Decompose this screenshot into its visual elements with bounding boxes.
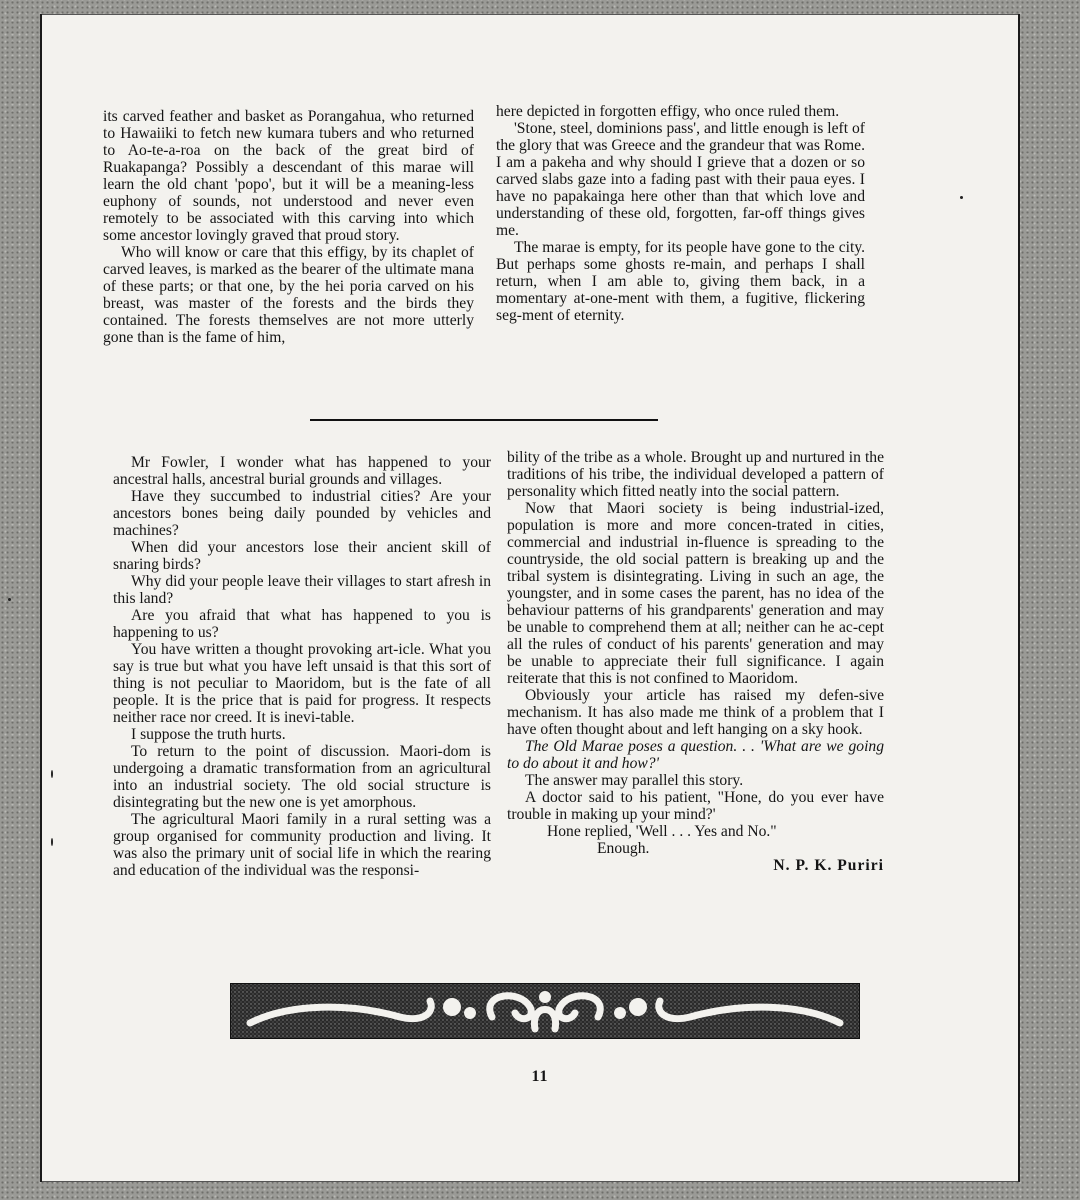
kowhaiwhai-ornament-image	[230, 983, 860, 1039]
page-right-edge	[1018, 14, 1020, 1182]
article-column-1	[103, 108, 474, 346]
page-number: 11	[531, 1068, 549, 1085]
letter-paragraph: Now that Maori society is being industrial-ized, population is more and more concen-trated in cities, commercial and industrial in-fluence is spreading to the countryside, the old social pattern is breaking up and the tribal system is disintegrating. Living in such an age, the youngster, and in some cases the parent, has no idea of the behaviour patterns of his grandparents' generation and may be unable to comprehend them at all; neither can he ac-cept all the rules of conduct of his parents' generation and may be unable to appreciate their full significance. I again reiterate that this is not confined to Maoridom.	[507, 500, 884, 687]
article-paragraph: its carved feather and basket as Porangahua, who returned to Hawaiiki to fetch new kumara tubers and who returned to Ao-te-a-roa on the back of the great bird of Ruakapanga? Possibly a descendant of this marae will learn the old chant 'popo', but it will be a meaning-less euphony of sounds, not understood and never even remotely to be associated with this carving into which some ancestor lovingly graved that proud story.	[103, 108, 474, 244]
section-divider-rule	[310, 419, 658, 421]
letter-column-1	[113, 454, 491, 879]
article-paragraph: 'Stone, steel, dominions pass', and little enough is left of the glory that was Greece and the grandeur that was Rome. I am a pakeha and why should I grieve that a dozen or so carved slabs gaze into a fading past with their paua eyes. I have no papakainga here other than that which love and understanding of these old, forgotten, far-off things gives me.	[496, 120, 865, 239]
letter-paragraph: I suppose the truth hurts.	[131, 726, 286, 743]
letter-paragraph: bility of the tribe as a whole. Brought up and nurtured in the traditions of his tribe, the individual developed a pattern of personality which fitted neatly into the social pattern.	[507, 449, 884, 500]
article-column-2	[496, 103, 865, 324]
letter-paragraph: Are you afraid that what has happened to you is happening to us?	[113, 607, 491, 641]
letter-closing: Enough.	[597, 840, 650, 857]
letter-paragraph: Hone replied, 'Well . . . Yes and No."	[547, 823, 777, 840]
letter-paragraph: When did your ancestors lose their ancient skill of snaring birds?	[113, 539, 491, 573]
letter-paragraph: The answer may parallel this story.	[525, 772, 744, 789]
letter-paragraph: Obviously your article has raised my defen-sive mechanism. It has also made me think of a problem that I have often thought about and left hanging on a sky hook.	[507, 687, 884, 738]
letter-column-2	[507, 449, 884, 874]
scan-speck	[8, 598, 11, 601]
scan-speck	[51, 838, 53, 846]
article-paragraph: The marae is empty, for its people have gone to the city. But perhaps some ghosts re-main, and perhaps I shall return, when I am able to, giving them back, in a momentary at-one-ment with them, a fugitive, flickering seg-ment of eternity.	[496, 239, 865, 324]
letter-paragraph: You have written a thought provoking art-icle. What you say is true but what you have left unsaid is that this sort of thing is not peculiar to Maoridom, but is the fate of all people. It is the price that is paid for progress. It respects neither race nor creed. It is inevi-table.	[113, 641, 491, 726]
scan-speck	[51, 770, 53, 778]
letter-signature: N. P. K. Puriri	[773, 857, 884, 874]
scan-speck	[960, 196, 963, 199]
letter-paragraph: Why did your people leave their villages to start afresh in this land?	[113, 573, 491, 607]
letter-paragraph: A doctor said to his patient, "Hone, do you ever have trouble in making up your mind?'	[507, 789, 884, 823]
letter-paragraph: To return to the point of discussion. Maori-dom is undergoing a dramatic transformation from an agricultural into an industrial society. The old social structure is disintegrating but the new one is yet amorphous.	[113, 743, 491, 811]
letter-paragraph: The Old Marae poses a question. . . 'What are we going to do about it and how?'	[507, 738, 884, 772]
letter-paragraph: The agricultural Maori family in a rural setting was a group organised for community production and living. It was also the primary unit of social life in which the rearing and education of the individual was the responsi-	[113, 811, 491, 879]
article-paragraph: here depicted in forgotten effigy, who once ruled them.	[496, 103, 840, 120]
page-left-edge	[40, 14, 42, 1182]
letter-paragraph: Mr Fowler, I wonder what has happened to your ancestral halls, ancestral burial grounds and villages.	[113, 454, 491, 488]
article-paragraph: Who will know or care that this effigy, by its chaplet of carved leaves, is marked as the bearer of the ultimate mana of these parts; or that one, by the hei poria carved on his breast, was master of the forests and the birds they contained. The forests themselves are not more utterly gone than is the fame of him,	[103, 244, 474, 346]
letter-paragraph: Have they succumbed to industrial cities? Are your ancestors bones being daily pounded by vehicles and machines?	[113, 488, 491, 539]
